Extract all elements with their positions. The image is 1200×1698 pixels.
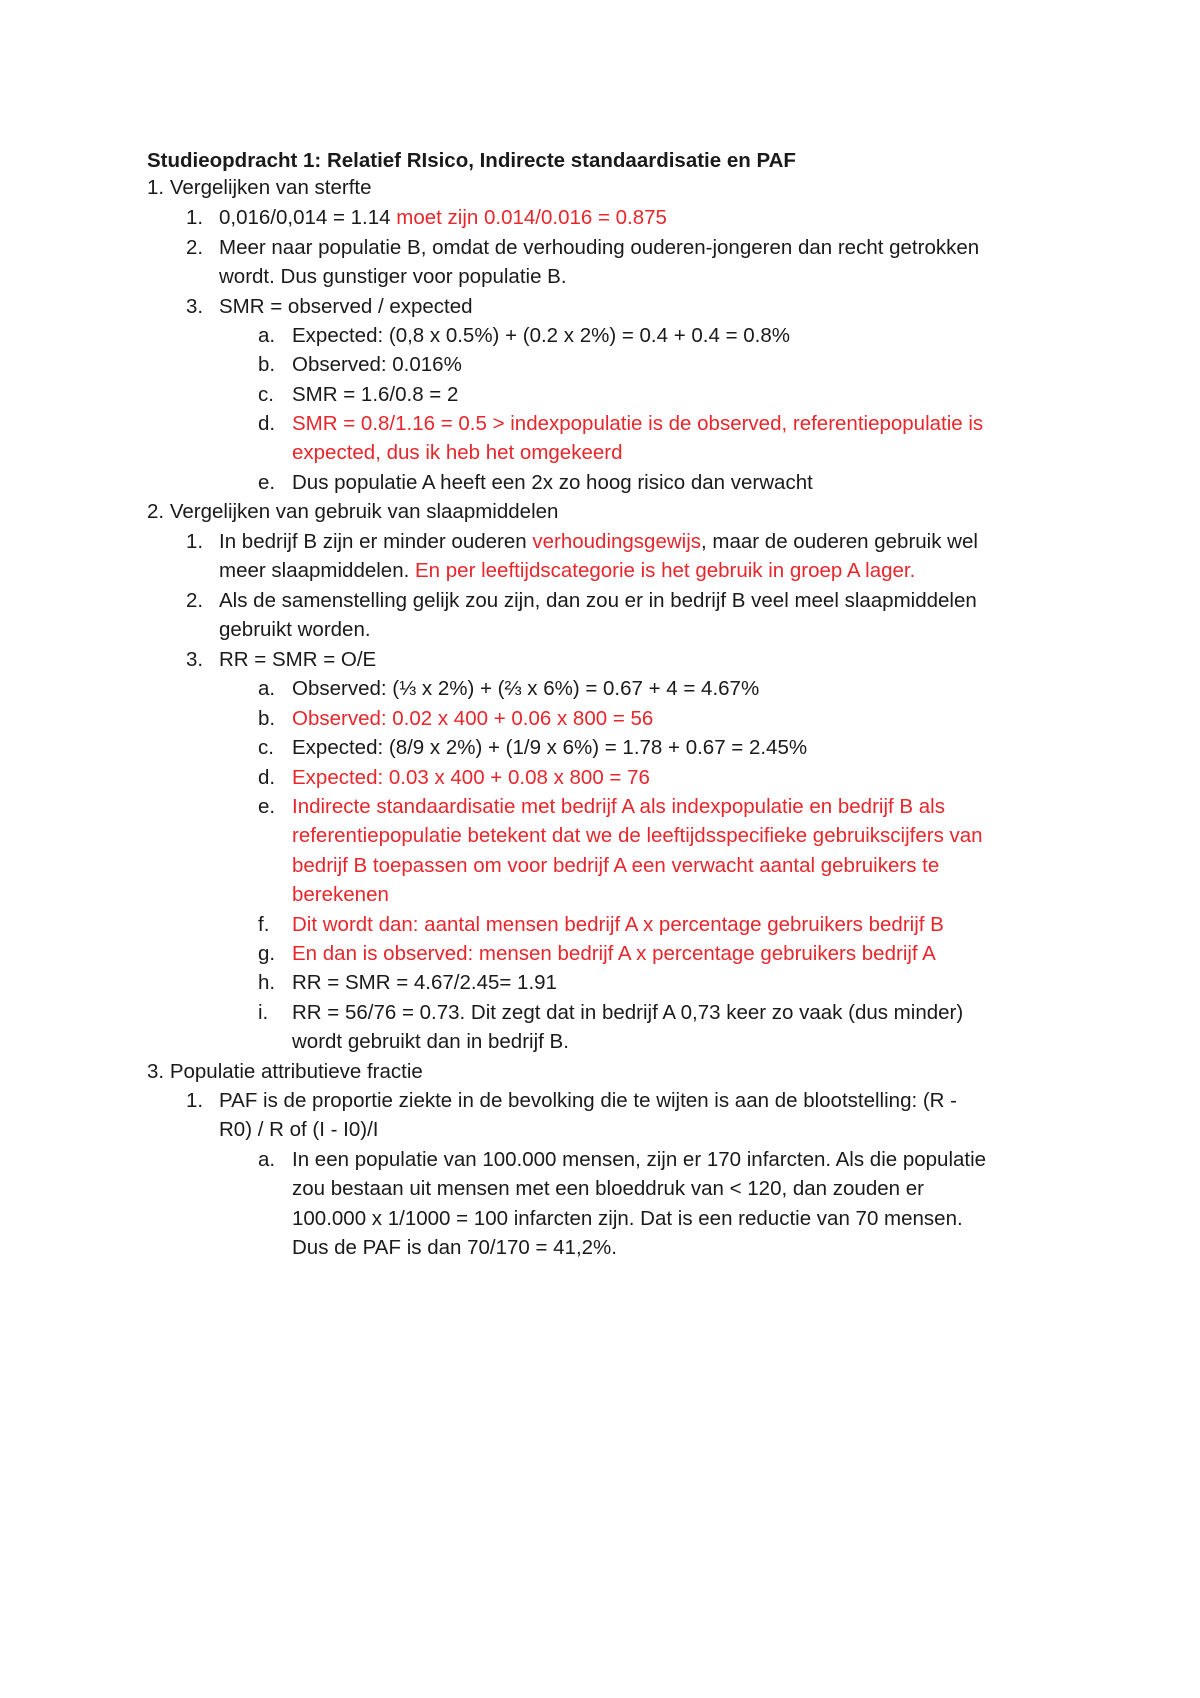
list-item — [219, 527, 978, 557]
correction-text: Observed: 0.02 x 400 + 0.06 x 800 = 56 — [292, 707, 654, 730]
list-marker: 1. — [186, 1089, 204, 1112]
list-item: Meer naar populatie B, omdat de verhouding ouderen-jongeren dan recht getrokken — [219, 236, 980, 259]
sub-marker: e. — [258, 471, 276, 494]
correction-text: En dan is observed: mensen bedrijf A x percentage gebruikers bedrijf A — [292, 942, 936, 965]
section-heading-text: Vergelijken van sterfte — [169, 176, 372, 199]
list-marker: 2. — [186, 236, 204, 259]
sub-item-continuation: wordt gebruikt dan in bedrijf B. — [292, 1030, 569, 1053]
sub-item: Observed: (⅓ x 2%) + (⅔ x 6%) = 0.67 + 4 = 4.67% — [292, 677, 760, 700]
sub-marker: h. — [258, 971, 276, 994]
sub-marker: f. — [258, 913, 270, 936]
list-marker: 1. — [186, 206, 204, 229]
list-item: SMR = observed / expected — [219, 295, 473, 318]
correction-text: verhoudingsgewijs — [532, 530, 702, 553]
sub-item-continuation: Dus de PAF is dan 70/170 = 41,2%. — [292, 1236, 617, 1259]
correction-text-continuation: berekenen — [292, 883, 389, 906]
list-marker: 3. — [186, 295, 204, 318]
correction-text: moet zijn 0.014/0.016 = 0.875 — [396, 206, 667, 229]
item-text: 0,016/0,014 = 1.14 — [219, 206, 397, 229]
correction-text: Dit wordt dan: aantal mensen bedrijf A x percentage gebruikers bedrijf B — [292, 913, 944, 936]
list-item: Als de samenstelling gelijk zou zijn, dan zou er in bedrijf B veel meel slaapmiddelen — [219, 589, 977, 612]
sub-marker: b. — [258, 707, 276, 730]
list-marker: 2. — [186, 589, 204, 612]
correction-text-continuation: referentiepopulatie betekent dat we de leeftijdsspecifieke gebruikscijfers van — [292, 824, 983, 847]
correction-text-continuation: bedrijf B toepassen om voor bedrijf A een verwacht aantal gebruikers te — [292, 854, 940, 877]
section-1-heading — [147, 173, 372, 203]
list-item — [219, 203, 667, 233]
sub-item: RR = SMR = 4.67/2.45= 1.91 — [292, 971, 557, 994]
section-heading-text: Populatie attributieve fractie — [169, 1060, 423, 1083]
correction-text: Indirecte standaardisatie met bedrijf A als indexpopulatie en bedrijf B als — [292, 795, 945, 818]
item-text: , maar de ouderen gebruik wel — [701, 530, 978, 553]
section-heading-text: Vergelijken van gebruik van slaapmiddelen — [169, 500, 559, 523]
sub-item: Observed: 0.016% — [292, 353, 462, 376]
sub-item: Expected: (0,8 x 0.5%) + (0.2 x 2%) = 0.4 + 0.4 = 0.8% — [292, 324, 790, 347]
section-marker: 2. — [147, 500, 165, 523]
sub-marker: d. — [258, 412, 276, 435]
document-title: Studieopdracht 1: Relatief RIsico, Indirecte standaardisatie en PAF — [147, 149, 796, 172]
item-text: In bedrijf B zijn er minder ouderen — [219, 530, 533, 553]
list-item-continuation: gebruikt worden. — [219, 618, 371, 641]
item-text: meer slaapmiddelen. — [219, 559, 415, 582]
sub-marker: b. — [258, 353, 276, 376]
sub-item: In een populatie van 100.000 mensen, zijn er 170 infarcten. Als die populatie — [292, 1148, 987, 1171]
section-marker: 3. — [147, 1060, 165, 1083]
sub-marker: e. — [258, 795, 276, 818]
sub-marker: a. — [258, 677, 276, 700]
sub-item: RR = 56/76 = 0.73. Dit zegt dat in bedrijf A 0,73 keer zo vaak (dus minder) — [292, 1001, 964, 1024]
sub-marker: c. — [258, 383, 274, 406]
sub-marker: d. — [258, 766, 276, 789]
correction-text: Expected: 0.03 x 400 + 0.08 x 800 = 76 — [292, 766, 650, 789]
list-item-continuation: R0) / R of (I - I0)/I — [219, 1118, 379, 1141]
list-marker: 1. — [186, 530, 204, 553]
list-marker: 3. — [186, 648, 204, 671]
sub-item: Dus populatie A heeft een 2x zo hoog risico dan verwacht — [292, 471, 813, 494]
section-2-heading — [147, 497, 558, 527]
sub-item-continuation: 100.000 x 1/1000 = 100 infarcten zijn. Dat is een reductie van 70 mensen. — [292, 1207, 963, 1230]
section-marker: 1. — [147, 176, 165, 199]
sub-item: SMR = 1.6/0.8 = 2 — [292, 383, 459, 406]
sub-marker: a. — [258, 1148, 276, 1171]
sub-marker: c. — [258, 736, 274, 759]
correction-text: En per leeftijdscategorie is het gebruik in groep A lager. — [415, 559, 916, 582]
section-3-heading — [147, 1057, 423, 1087]
sub-item-continuation: zou bestaan uit mensen met een bloeddruk van < 120, dan zouden er — [292, 1177, 924, 1200]
sub-marker: a. — [258, 324, 276, 347]
correction-text: SMR = 0.8/1.16 = 0.5 > indexpopulatie is de observed, referentiepopulatie is — [292, 412, 984, 435]
sub-marker: i. — [258, 1001, 269, 1024]
list-item: PAF is de proportie ziekte in de bevolking die te wijten is aan de blootstelling: (R - — [219, 1089, 958, 1112]
sub-item: Expected: (8/9 x 2%) + (1/9 x 6%) = 1.78 + 0.67 = 2.45% — [292, 736, 808, 759]
list-item-continuation — [219, 556, 915, 586]
list-item: RR = SMR = O/E — [219, 648, 377, 671]
correction-text-continuation: expected, dus ik heb het omgekeerd — [292, 441, 623, 464]
list-item-continuation: wordt. Dus gunstiger voor populatie B. — [219, 265, 567, 288]
sub-marker: g. — [258, 942, 276, 965]
